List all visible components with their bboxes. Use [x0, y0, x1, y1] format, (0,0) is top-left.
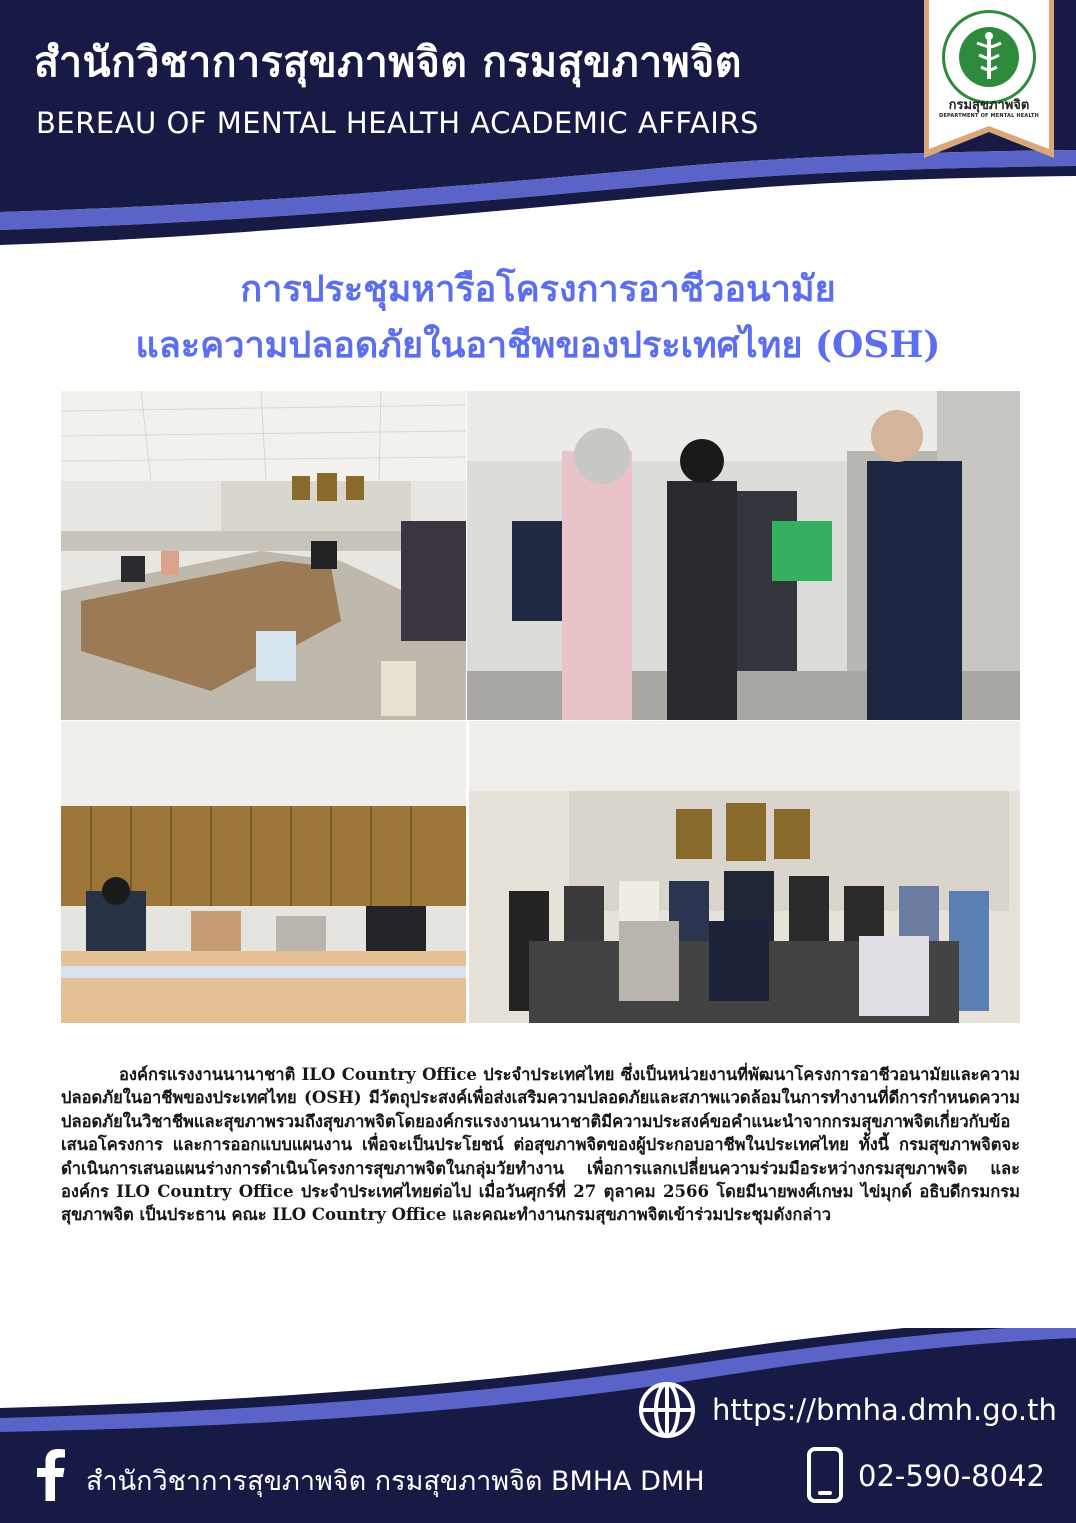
participants-photo: [61, 721, 466, 1023]
article-paragraph: องค์กรแรงงานนานาชาติ ILO Country Office ประจำประเทศไทย ซึ่งเป็นหน่วยงานที่พัฒนาโครงการอาชีวอนามัยและความปลอดภัยในอาชีพของประเทศไทย (OSH) มีวัตถุประสงค์เพื่อส่งเสริมความปลอดภัยและสภาพแวดล้อมในการทำงานที่ดีการกำหนดความปลอดภัยในวิชาชีพและสุขภาพรวมถึงสุขภาพจิตโดยองค์กรแรงงานนานาชาติมีความประสงค์ขอคำแนะนำจากกรมสุขภาพจิตเกี่ยวกับข้อเสนอโครงการ และการออกแบบแผนงาน เพื่อจะเป็นประโยชน์ ต่อสุขภาพจิตของผู้ประกอบอาชีพในประเทศไทย ทั้งนี้ กรมสุขภาพจิตจะดำเนินการเสนอแผนร่างการดำเนินโครงการสุขภาพจิตในกลุ่มวัยทำงาน เพื่อการแลกเปลี่ยนความร่วมมือระหว่างกรมสุขภาพจิต และองค์กร ILO Country Office ประจำประเทศไทยต่อไป เมื่อวันศุกร์ที่ 27 ตุลาคม 2566 โดยมีนายพงศ์เกษม ไข่มุกด์ อธิบดีกรมกรมสุขภาพจิต เป็นประธาน คณะ ILO Country Office และคณะทำงานกรมสุขภาพจิตเข้าร่วมประชุมดังกล่าว: [61, 1065, 1020, 1225]
logo-seal: [942, 10, 1036, 104]
header-banner: [0, 0, 1076, 245]
phone-icon: [806, 1446, 844, 1508]
facebook-icon[interactable]: [32, 1447, 68, 1505]
meeting-room-photo: [61, 391, 466, 720]
phone-number: 02-590-8042: [858, 1459, 1045, 1493]
page-title-line-2: และความปลอดภัยในอาชีพของประเทศไทย (OSH): [135, 324, 941, 366]
page-title-line-1: การประชุมหารือโครงการอาชีวอนามัย: [240, 268, 836, 310]
org-name-thai: สำนักวิชาการสุขภาพจิต กรมสุขภาพจิต: [34, 38, 742, 86]
website-link[interactable]: https://bmha.dmh.go.th: [712, 1393, 1057, 1427]
group-photo: [469, 721, 1020, 1023]
greeting-photo: [467, 391, 1020, 720]
org-name-english: BEREAU OF MENTAL HEALTH ACADEMIC AFFAIRS: [36, 106, 759, 140]
department-logo: [924, 0, 1054, 158]
logo-department: DEPARTMENT OF MENTAL HEALTH: [938, 113, 1040, 119]
logo-name: กรมสุขภาพจิต: [948, 98, 1030, 113]
facebook-page-link[interactable]: สำนักวิชาการสุขภาพจิต กรมสุขภาพจิต BMHA DMH: [86, 1466, 705, 1497]
globe-icon: [638, 1381, 696, 1443]
caduceus-icon: [959, 27, 1019, 87]
